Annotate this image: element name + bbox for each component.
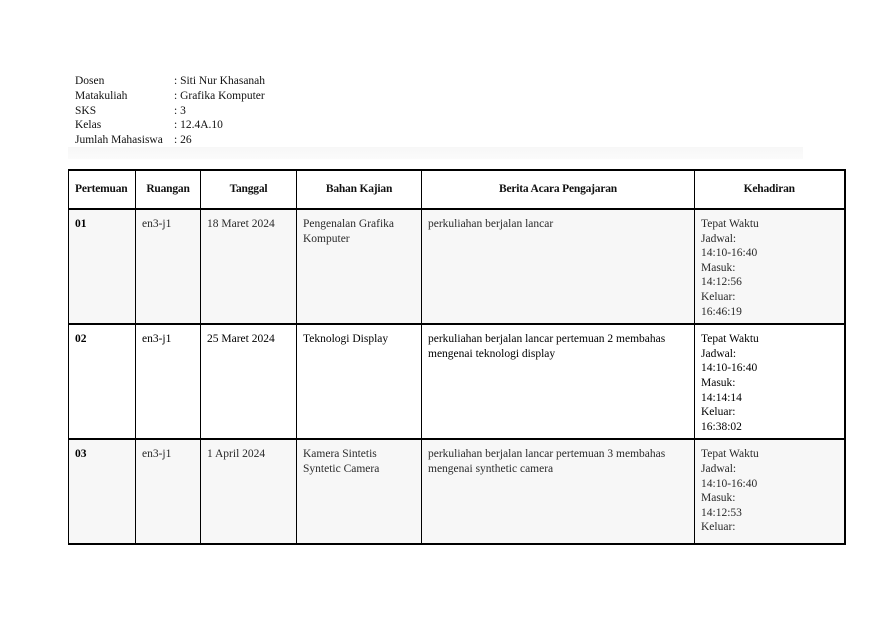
cell-ruangan: en3-j1 — [136, 209, 201, 324]
kehadiran-status: Tepat Waktu — [701, 333, 759, 346]
kehadiran-value: 14:10-16:40 — [701, 477, 758, 490]
info-value: : Grafika Komputer — [174, 89, 265, 102]
cell-kehadiran — [695, 324, 845, 439]
header-berita-acara: Berita Acara Pengajaran — [422, 170, 695, 209]
cell-tanggal: 1 April 2024 — [201, 439, 297, 544]
info-row-dosen — [75, 74, 265, 89]
header-kehadiran: Kehadiran — [695, 170, 845, 209]
header-pertemuan: Pertemuan — [69, 170, 136, 209]
header-tanggal: Tanggal — [201, 170, 297, 209]
info-row-sks — [75, 104, 265, 119]
header-ruangan: Ruangan — [136, 170, 201, 209]
header-bahan-kajian: Bahan Kajian — [297, 170, 422, 209]
kehadiran-label: Masuk: — [701, 492, 736, 505]
cell-tanggal: 25 Maret 2024 — [201, 324, 297, 439]
kehadiran-label: Masuk: — [701, 376, 736, 389]
info-label: Jumlah Mahasiswa — [75, 134, 163, 147]
kehadiran-label: Keluar: — [701, 290, 736, 303]
kehadiran-status: Tepat Waktu — [701, 218, 759, 230]
cell-pertemuan: 03 — [69, 439, 136, 544]
cell-berita-acara: perkuliahan berjalan lancar — [422, 209, 695, 324]
info-label: Kelas — [75, 119, 102, 132]
info-value: : 3 — [174, 104, 186, 117]
course-info — [75, 74, 265, 148]
kehadiran-value: 14:10-16:40 — [701, 362, 758, 375]
kehadiran-value: 16:38:02 — [701, 420, 742, 433]
cell-kehadiran — [695, 439, 845, 544]
table-row — [69, 439, 845, 544]
kehadiran-value: 14:14:14 — [701, 391, 742, 404]
table-row — [69, 209, 845, 324]
kehadiran-value: 14:10-16:40 — [701, 247, 758, 260]
kehadiran-value: 14:12:56 — [701, 276, 742, 289]
info-label: SKS — [75, 104, 97, 117]
info-value: : 26 — [174, 134, 192, 147]
info-label: Dosen — [75, 75, 105, 87]
cell-pertemuan: 01 — [69, 209, 136, 324]
kehadiran-label: Jadwal: — [701, 347, 737, 360]
divider-band — [68, 147, 803, 159]
kehadiran-status: Tepat Waktu — [701, 448, 759, 461]
attendance-table — [68, 169, 846, 545]
cell-bahan-kajian: Pengenalan Grafika Komputer — [297, 209, 422, 324]
cell-bahan-kajian: Teknologi Display — [297, 324, 422, 439]
cell-pertemuan: 02 — [69, 324, 136, 439]
cell-berita-acara: perkuliahan berjalan lancar pertemuan 2 membahas mengenai teknologi display — [422, 324, 695, 439]
info-row-jumlah-mahasiswa — [75, 133, 265, 148]
info-row-kelas — [75, 118, 265, 133]
kehadiran-value: 14:12:53 — [701, 506, 742, 519]
kehadiran-label: Jadwal: — [701, 232, 737, 245]
kehadiran-label: Masuk: — [701, 261, 736, 274]
cell-ruangan: en3-j1 — [136, 324, 201, 439]
table-header-row — [69, 170, 845, 209]
info-value: : Siti Nur Khasanah — [174, 75, 266, 87]
cell-kehadiran — [695, 209, 845, 324]
kehadiran-value: 16:46:19 — [701, 305, 742, 318]
kehadiran-label: Keluar: — [701, 521, 736, 534]
table-row — [69, 324, 845, 439]
kehadiran-label: Keluar: — [701, 406, 736, 419]
info-label: Matakuliah — [75, 89, 128, 102]
cell-ruangan: en3-j1 — [136, 439, 201, 544]
info-row-matakuliah — [75, 89, 265, 104]
cell-tanggal: 18 Maret 2024 — [201, 209, 297, 324]
cell-berita-acara: perkuliahan berjalan lancar pertemuan 3 membahas mengenai synthetic camera — [422, 439, 695, 544]
cell-bahan-kajian: Kamera Sintetis Syntetic Camera — [297, 439, 422, 544]
kehadiran-label: Jadwal: — [701, 462, 737, 475]
info-value: : 12.4A.10 — [174, 119, 223, 132]
